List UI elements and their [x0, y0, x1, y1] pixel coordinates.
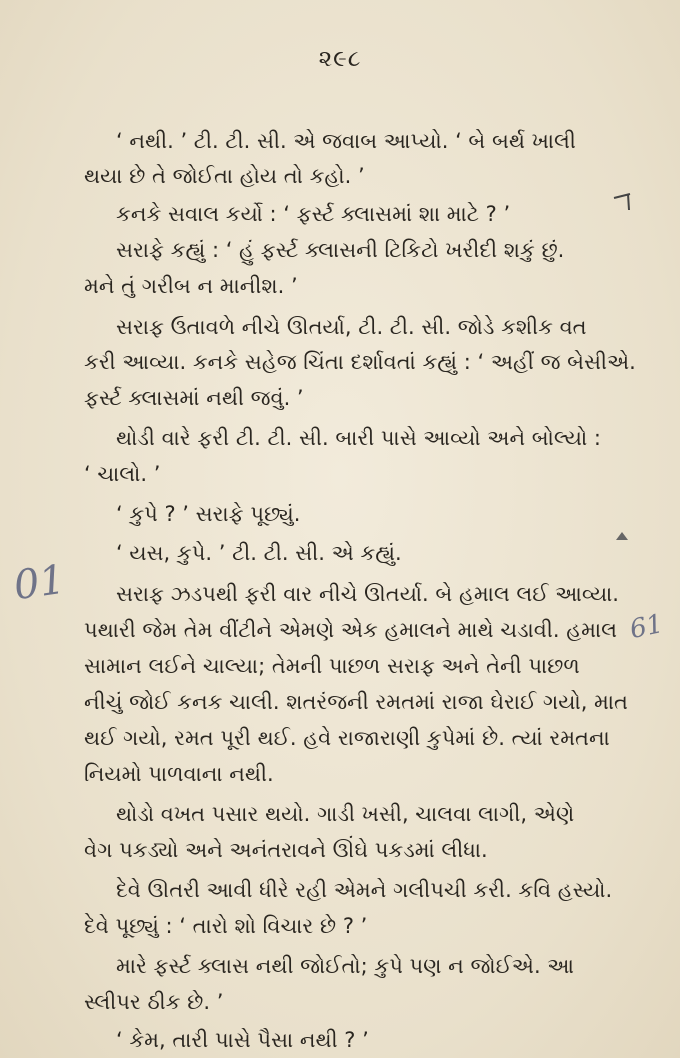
text-line: કરી આવ્યા. કનકે સહેજ ચિંતા દર્શાવતાં કહ્યું : ‘ અહીં જ બેસીએ. — [84, 350, 636, 374]
text-line: સામાન લઈને ચાલ્યા; તેમની પાછળ સરાફ અને તેની પાછળ — [84, 654, 580, 678]
text-line: કનકે સવાલ કર્યો : ‘ ફર્સ્ટ ક્લાસમાં શા માટે ? ’ — [116, 202, 511, 226]
pin-mark-icon — [612, 190, 632, 212]
text-line: ‘ કુપે ? ’ સરાફે પૂછ્યું. — [116, 502, 301, 526]
text-line: નીચું જોઈ કનક ચાલી. શતરંજની રમતમાં રાજા ઘેરાઈ ગયો, માત — [84, 690, 628, 714]
triangle-mark-icon — [616, 532, 628, 542]
margin-note-right: 61 — [627, 608, 666, 646]
text-line: થોડી વારે ફરી ટી. ટી. સી. બારી પાસે આવ્યો અને બોલ્યો : — [116, 426, 601, 450]
text-line: દેવે ઊતરી આવી ધીરે રહી એમને ગલીપચી કરી. કવિ હસ્યો. — [116, 878, 613, 902]
text-line: થઈ ગયો, રમત પૂરી થઈ. હવે રાજારાણી કુપેમાં છે. ત્યાં રમતના — [84, 726, 610, 750]
text-line: પથારી જેમ તેમ વીંટીને એમણે એક હમાલને માથે ચડાવી. હમાલ — [84, 618, 618, 642]
text-line: મારે ફર્સ્ટ ક્લાસ નથી જોઈતો; કુપે પણ ન જોઈએ. આ — [116, 954, 575, 978]
text-line: દેવે પૂછ્યું : ‘ તારો શો વિચાર છે ? ’ — [84, 914, 368, 938]
text-line: સરાફ ઝડપથી ફરી વાર નીચે ઊતર્યા. બે હમાલ લઈ આવ્યા. — [116, 582, 619, 606]
text-line: સરાફ ઉતાવળે નીચે ઊતર્યા, ટી. ટી. સી. જોડે કશીક વત — [116, 315, 587, 339]
page-number: ૨૯૮ — [318, 46, 362, 72]
text-line: ફર્સ્ટ ક્લાસમાં નથી જવું. ’ — [84, 386, 304, 410]
text-line: સરાફે કહ્યું : ‘ હું ફર્સ્ટ ક્લાસની ટિકિટો ખરીદી શકું છું. — [116, 238, 565, 262]
text-line: નિયમો પાળવાના નથી. — [84, 762, 274, 786]
text-line: ‘ નથી. ’ ટી. ટી. સી. એ જવાબ આપ્યો. ‘ બે બર્થ ખાલી — [116, 129, 576, 153]
text-line: મને તું ગરીબ ન માનીશ. ’ — [84, 274, 298, 298]
text-line: થોડો વખત પસાર થયો. ગાડી ખસી, ચાલવા લાગી, એણે — [116, 802, 575, 826]
margin-note-left: 01 — [11, 556, 68, 610]
text-line: વેગ પકડ્યો અને અનંતરાવને ઊંઘે પકડમાં લીધા. — [84, 838, 488, 862]
text-line: થયા છે તે જોઈતા હોય તો કહો. ’ — [84, 164, 365, 188]
text-line: ‘ કેમ, તારી પાસે પૈસા નથી ? ’ — [116, 1028, 369, 1052]
text-line: ‘ યસ, કુપે. ’ ટી. ટી. સી. એ કહ્યું. — [116, 541, 402, 565]
text-line: સ્લીપર ઠીક છે. ’ — [84, 990, 224, 1014]
text-line: ‘ ચાલો. ’ — [84, 462, 161, 486]
